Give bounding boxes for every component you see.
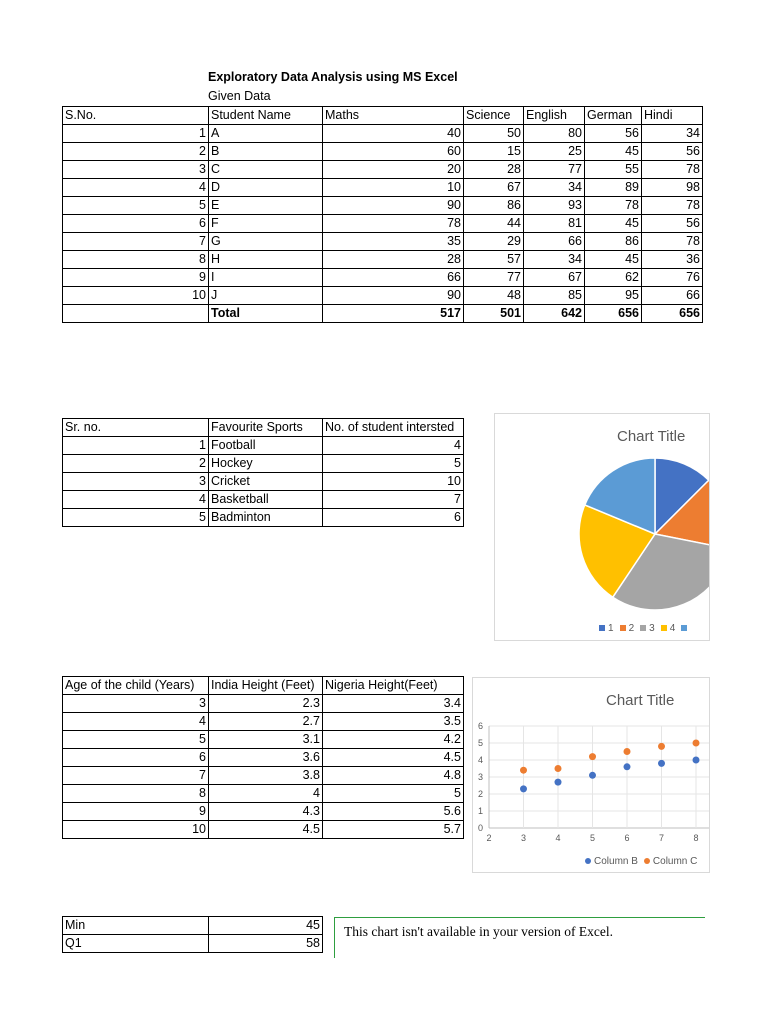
- table-cell[interactable]: 77: [524, 161, 585, 179]
- table-cell[interactable]: 5: [323, 455, 464, 473]
- marks-table: [62, 106, 703, 323]
- table-cell[interactable]: 4: [63, 179, 209, 197]
- table-cell[interactable]: 3.8: [209, 767, 323, 785]
- table-cell[interactable]: 10: [63, 821, 209, 839]
- table-cell[interactable]: 7: [63, 767, 209, 785]
- table-cell[interactable]: B: [209, 143, 323, 161]
- table-cell[interactable]: 6: [323, 509, 464, 527]
- table-cell[interactable]: 1: [63, 437, 209, 455]
- table-cell[interactable]: 45: [585, 143, 642, 161]
- pie-chart-legend: [593, 623, 690, 634]
- table-cell[interactable]: Badminton: [209, 509, 323, 527]
- table-cell[interactable]: Min: [63, 917, 209, 935]
- table-cell[interactable]: 66: [642, 287, 703, 305]
- table-cell[interactable]: 10: [63, 287, 209, 305]
- header-row: [63, 419, 464, 437]
- scatter-point[interactable]: [658, 743, 665, 750]
- table-cell[interactable]: 5.7: [323, 821, 464, 839]
- total-cell[interactable]: 656: [585, 305, 642, 323]
- table-cell[interactable]: 4: [323, 437, 464, 455]
- legend-label: 4: [669, 623, 676, 634]
- table-cell[interactable]: 34: [524, 251, 585, 269]
- table-cell[interactable]: 4.8: [323, 767, 464, 785]
- table-row: [63, 473, 464, 491]
- legend-swatch: [661, 625, 667, 631]
- table-cell[interactable]: 89: [585, 179, 642, 197]
- table-cell[interactable]: H: [209, 251, 323, 269]
- table-row: [63, 251, 703, 269]
- table-cell[interactable]: 4.3: [209, 803, 323, 821]
- page-title: Exploratory Data Analysis using MS Excel: [208, 70, 458, 84]
- table-row: [63, 269, 703, 287]
- legend-swatch: [640, 625, 646, 631]
- table-cell[interactable]: 29: [464, 233, 524, 251]
- x-tick-label: 6: [624, 833, 630, 843]
- table-cell[interactable]: 3: [63, 161, 209, 179]
- table-cell[interactable]: 98: [642, 179, 703, 197]
- table-cell[interactable]: A: [209, 125, 323, 143]
- table-row: [63, 161, 703, 179]
- table-row: [63, 287, 703, 305]
- legend-swatch: [644, 858, 650, 864]
- table-cell[interactable]: Hockey: [209, 455, 323, 473]
- table-row: [63, 935, 323, 953]
- table-row: [63, 125, 703, 143]
- table-cell[interactable]: 60: [323, 143, 464, 161]
- y-tick-label: 3: [477, 772, 483, 782]
- scatter-point[interactable]: [555, 779, 562, 786]
- header-cell[interactable]: English: [524, 107, 585, 125]
- y-tick-label: 5: [477, 738, 483, 748]
- table-cell[interactable]: 3: [63, 695, 209, 713]
- table-cell[interactable]: 67: [524, 269, 585, 287]
- legend-label: 1: [608, 623, 614, 634]
- total-cell[interactable]: Total: [209, 305, 323, 323]
- total-cell[interactable]: 656: [642, 305, 703, 323]
- table-cell[interactable]: 36: [642, 251, 703, 269]
- table-row: [63, 767, 464, 785]
- table-cell[interactable]: 45: [585, 215, 642, 233]
- legend-swatch: [681, 625, 687, 631]
- header-row: [63, 107, 703, 125]
- scatter-point[interactable]: [520, 767, 527, 774]
- height-table: [62, 676, 464, 839]
- table-cell[interactable]: 93: [524, 197, 585, 215]
- table-cell[interactable]: 66: [524, 233, 585, 251]
- legend-swatch: [620, 625, 626, 631]
- table-cell[interactable]: 3.1: [209, 731, 323, 749]
- table-cell[interactable]: 4.5: [323, 749, 464, 767]
- table-cell[interactable]: 10: [323, 179, 464, 197]
- table-cell[interactable]: 2.7: [209, 713, 323, 731]
- scatter-point[interactable]: [624, 748, 631, 755]
- table-cell[interactable]: 86: [585, 233, 642, 251]
- legend-label: 2: [628, 623, 635, 634]
- table-cell[interactable]: 80: [524, 125, 585, 143]
- scatter-chart-legend: [579, 856, 697, 867]
- scatter-point[interactable]: [520, 785, 527, 792]
- x-tick-label: 7: [658, 833, 665, 843]
- table-row: [63, 695, 464, 713]
- y-tick-label: 2: [477, 789, 483, 799]
- table-cell[interactable]: 15: [464, 143, 524, 161]
- table-cell[interactable]: 5: [63, 509, 209, 527]
- header-cell[interactable]: Hindi: [642, 107, 703, 125]
- scatter-point[interactable]: [555, 765, 562, 772]
- table-cell[interactable]: 34: [642, 125, 703, 143]
- table-cell[interactable]: I: [209, 269, 323, 287]
- header-row: [63, 677, 464, 695]
- table-cell[interactable]: 3.4: [323, 695, 464, 713]
- table-cell[interactable]: 45: [585, 251, 642, 269]
- table-row: [63, 821, 464, 839]
- y-tick-label: 0: [477, 823, 483, 833]
- table-cell[interactable]: 56: [642, 143, 703, 161]
- table-cell[interactable]: 7: [63, 233, 209, 251]
- stats-table: [62, 916, 323, 953]
- total-cell[interactable]: [63, 305, 209, 323]
- table-cell[interactable]: 67: [464, 179, 524, 197]
- table-row: [63, 437, 464, 455]
- table-cell[interactable]: 40: [323, 125, 464, 143]
- table-cell[interactable]: 56: [585, 125, 642, 143]
- table-row: [63, 509, 464, 527]
- table-cell[interactable]: Cricket: [209, 473, 323, 491]
- table-cell[interactable]: 45: [209, 917, 323, 935]
- table-cell[interactable]: F: [209, 215, 323, 233]
- table-cell[interactable]: 4.5: [209, 821, 323, 839]
- x-tick-label: 4: [555, 833, 561, 843]
- table-row: [63, 785, 464, 803]
- table-cell[interactable]: 4.2: [323, 731, 464, 749]
- table-cell[interactable]: 78: [323, 215, 464, 233]
- table-cell[interactable]: 2: [63, 143, 209, 161]
- table-cell[interactable]: 50: [464, 125, 524, 143]
- pie-chart-plot: [495, 414, 709, 640]
- table-cell[interactable]: 25: [524, 143, 585, 161]
- table-cell[interactable]: 86: [464, 197, 524, 215]
- table-cell[interactable]: 10: [323, 473, 464, 491]
- page-subtitle: Given Data: [208, 89, 271, 103]
- scatter-chart-title: Chart Title: [606, 692, 675, 709]
- table-row: [63, 917, 323, 935]
- table-cell[interactable]: 4: [63, 491, 209, 509]
- table-cell[interactable]: 77: [464, 269, 524, 287]
- table-cell[interactable]: 76: [642, 269, 703, 287]
- table-cell[interactable]: C: [209, 161, 323, 179]
- scatter-point[interactable]: [693, 757, 700, 764]
- header-cell[interactable]: Nigeria Height(Feet): [323, 677, 464, 695]
- table-cell[interactable]: 28: [464, 161, 524, 179]
- table-row: [63, 455, 464, 473]
- header-cell[interactable]: Maths: [323, 107, 464, 125]
- table-cell[interactable]: 58: [209, 935, 323, 953]
- table-cell[interactable]: 5.6: [323, 803, 464, 821]
- table-cell[interactable]: 44: [464, 215, 524, 233]
- header-cell[interactable]: S.No.: [63, 107, 209, 125]
- table-cell[interactable]: 78: [642, 161, 703, 179]
- table-cell[interactable]: 4: [209, 785, 323, 803]
- legend-swatch: [599, 625, 605, 631]
- table-row: [63, 215, 703, 233]
- legend-label: 3: [649, 623, 655, 634]
- table-cell[interactable]: 20: [323, 161, 464, 179]
- table-cell[interactable]: Basketball: [209, 491, 323, 509]
- y-tick-label: 1: [477, 806, 483, 816]
- table-row: [63, 749, 464, 767]
- table-row: [63, 143, 703, 161]
- table-cell[interactable]: 2: [63, 455, 209, 473]
- table-cell[interactable]: 5: [323, 785, 464, 803]
- table-cell[interactable]: 1: [63, 125, 209, 143]
- table-cell[interactable]: 56: [642, 215, 703, 233]
- table-cell[interactable]: 62: [585, 269, 642, 287]
- legend-label: Column B: [594, 856, 638, 867]
- total-row: [63, 305, 703, 323]
- header-cell[interactable]: Age of the child (Years): [63, 677, 209, 695]
- x-tick-label: 2: [486, 833, 492, 843]
- table-cell[interactable]: 85: [524, 287, 585, 305]
- table-cell[interactable]: 90: [323, 287, 464, 305]
- scatter-point[interactable]: [589, 753, 596, 760]
- scatter-point[interactable]: [624, 763, 631, 770]
- table-row: [63, 197, 703, 215]
- table-cell[interactable]: 4: [63, 713, 209, 731]
- table-cell[interactable]: 48: [464, 287, 524, 305]
- table-cell[interactable]: 3.5: [323, 713, 464, 731]
- x-tick-label: 5: [589, 833, 596, 843]
- table-row: [63, 731, 464, 749]
- table-cell[interactable]: J: [209, 287, 323, 305]
- table-cell[interactable]: 55: [585, 161, 642, 179]
- table-row: [63, 179, 703, 197]
- header-cell[interactable]: Favourite Sports: [209, 419, 323, 437]
- table-cell[interactable]: Q1: [63, 935, 209, 953]
- total-cell[interactable]: 517: [323, 305, 464, 323]
- table-cell[interactable]: D: [209, 179, 323, 197]
- total-cell[interactable]: 642: [524, 305, 585, 323]
- table-cell[interactable]: 28: [323, 251, 464, 269]
- table-cell[interactable]: 7: [323, 491, 464, 509]
- table-cell[interactable]: 6: [63, 749, 209, 767]
- table-cell[interactable]: 90: [323, 197, 464, 215]
- table-row: [63, 713, 464, 731]
- table-cell[interactable]: 78: [642, 233, 703, 251]
- table-cell[interactable]: 5: [63, 197, 209, 215]
- table-cell[interactable]: E: [209, 197, 323, 215]
- table-cell[interactable]: 78: [585, 197, 642, 215]
- table-cell[interactable]: 9: [63, 269, 209, 287]
- table-row: [63, 233, 703, 251]
- header-cell[interactable]: Sr. no.: [63, 419, 209, 437]
- legend-swatch: [585, 858, 591, 864]
- header-cell[interactable]: Student Name: [209, 107, 323, 125]
- table-cell[interactable]: 66: [323, 269, 464, 287]
- table-cell[interactable]: 9: [63, 803, 209, 821]
- scatter-point[interactable]: [589, 772, 596, 779]
- scatter-point[interactable]: [658, 760, 665, 767]
- table-cell[interactable]: 81: [524, 215, 585, 233]
- table-cell[interactable]: 3: [63, 473, 209, 491]
- pie-chart-title: Chart Title: [617, 428, 686, 445]
- header-cell[interactable]: India Height (Feet): [209, 677, 323, 695]
- table-cell[interactable]: 8: [63, 251, 209, 269]
- legend-label: Column C: [652, 856, 698, 867]
- table-cell[interactable]: 3.6: [209, 749, 323, 767]
- table-cell[interactable]: G: [209, 233, 323, 251]
- header-cell[interactable]: German: [585, 107, 642, 125]
- x-tick-label: 3: [520, 833, 527, 843]
- y-tick-label: 6: [477, 721, 483, 731]
- table-cell[interactable]: Football: [209, 437, 323, 455]
- total-cell[interactable]: 501: [464, 305, 524, 323]
- table-cell[interactable]: 5: [63, 731, 209, 749]
- header-cell[interactable]: No. of student intersted: [323, 419, 464, 437]
- scatter-chart-plot: [473, 678, 709, 872]
- scatter-point[interactable]: [693, 740, 700, 747]
- scatter-chart[interactable]: [472, 677, 710, 873]
- pie-chart[interactable]: [494, 413, 710, 641]
- table-cell[interactable]: 6: [63, 215, 209, 233]
- sports-table: [62, 418, 464, 527]
- y-tick-label: 4: [477, 755, 483, 765]
- table-cell[interactable]: 2.3: [209, 695, 323, 713]
- header-cell[interactable]: Science: [464, 107, 524, 125]
- table-cell[interactable]: 95: [585, 287, 642, 305]
- unavailable-chart-message: This chart isn't available in your version of Excel.: [344, 924, 613, 939]
- table-cell[interactable]: 35: [323, 233, 464, 251]
- table-cell[interactable]: 34: [524, 179, 585, 197]
- table-cell[interactable]: 78: [642, 197, 703, 215]
- x-tick-label: 8: [693, 833, 699, 843]
- table-cell[interactable]: 57: [464, 251, 524, 269]
- table-row: [63, 491, 464, 509]
- table-cell[interactable]: 8: [63, 785, 209, 803]
- table-row: [63, 803, 464, 821]
